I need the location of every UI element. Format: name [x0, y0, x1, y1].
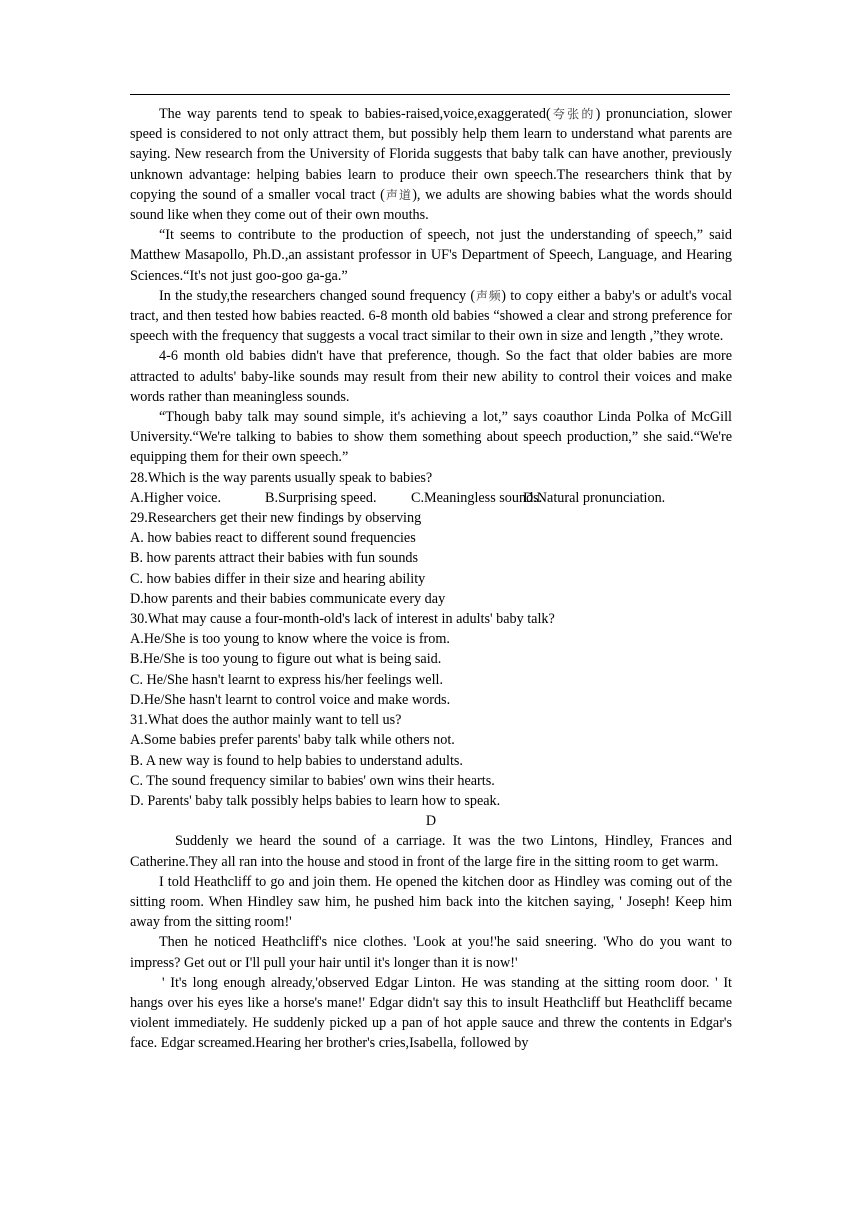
chinese-gloss: 声频	[475, 288, 502, 303]
question-29-option-a: A. how babies react to different sound frequencies	[130, 530, 416, 547]
question-31-option-a: A.Some babies prefer parents' baby talk while others not.	[130, 732, 455, 749]
text-span: ) pronunciation, slower speed is considered to not only attract them, but possibly help them learn to understand what parents are saying. New research from the University of Florida suggests that baby talk can have another, previously unknown advantage: helping babies learn to produce their own speech.The researchers think that by copying the sound of a smaller vocal tract (	[130, 106, 732, 203]
question-30-option-b: B.He/She is too young to figure out what is being said.	[130, 651, 442, 668]
question-29-stem: 29.Researchers get their new findings by observing	[130, 510, 422, 527]
header-rule	[130, 94, 730, 95]
question-28-option-c: C.Meaningless sounds.	[411, 489, 543, 506]
passage-c-paragraph-3	[130, 286, 732, 347]
text-span: ), we adults are showing babies what the words should sound like when they come out of their own mouths.	[130, 186, 732, 224]
passage-d-paragraph-1: Suddenly we heard the sound of a carriage. It was the two Lintons, Hindley, Frances and Catherine.They all ran into the house and stood in front of the large fire in the sitting room to get warm.	[130, 833, 732, 870]
question-28-option-b: B.Surprising speed.	[265, 489, 377, 506]
question-29-option-d: D.how parents and their babies communicate every day	[130, 590, 446, 607]
question-28-stem: 28.Which is the way parents usually speak to babies?	[130, 469, 433, 486]
passage-c-paragraph-5: “Though baby talk may sound simple, it's achieving a lot,” says coauthor Linda Polka of McGill University.“We're talking to babies to show them something about speech production,” she said.“We're equipping them for their own speech.”	[130, 409, 732, 466]
passage-d-paragraph-2: I told Heathcliff to go and join them. He opened the kitchen door as Hindley was coming out of the sitting room. When Hindley saw him, he pushed him back into the kitchen saying, ' Joseph! Keep him away from the sitting room!'	[130, 873, 732, 931]
passage-d-paragraph-4: ' It's long enough already,'observed Edgar Linton. He was standing at the sitting room door. ' It hangs over his eyes like a horse's mane!' Edgar didn't say this to insult Heathcliff but Heathcliff became violent immediately. He suddenly picked up a pan of hot apple sauce and threw the contents in Edgar's face. Edgar screamed.Hearing her brother's cries,Isabella, followed by	[130, 974, 732, 1052]
chinese-gloss: 夸张的	[550, 107, 596, 121]
question-28-option-a: A.Higher voice.	[130, 489, 222, 506]
question-29-option-c: C. how babies differ in their size and hearing ability	[130, 570, 426, 587]
text-span: In the study,the researchers changed sound frequency (	[159, 287, 476, 304]
text-span: The way parents tend to speak to babies-raised,voice,exaggerated(	[159, 106, 551, 122]
passage-c-paragraph-1	[130, 104, 732, 225]
passage-c-paragraph-4: 4-6 month old babies didn't have that preference, though. So the fact that older babies are more attracted to adults' baby-like sounds may result from their new ability to control their voices and make words rather than meaningless sounds.	[130, 348, 732, 405]
question-30-option-c: C. He/She hasn't learnt to express his/her feelings well.	[130, 671, 444, 688]
passage-d-paragraph-3: Then he noticed Heathcliff's nice clothes. 'Look at you!'he said sneering. 'Who do you want to impress? Get out or I'll pull your hair until it's longer than it is now!'	[130, 934, 732, 971]
question-30-stem: 30.What may cause a four-month-old's lack of interest in adults' baby talk?	[130, 611, 555, 628]
section-heading-d: D	[425, 813, 437, 830]
question-29-option-b: B. how parents attract their babies with fun sounds	[130, 550, 419, 567]
question-30-option-d: D.He/She hasn't learnt to control voice and make words.	[130, 691, 451, 708]
question-30-option-a: A.He/She is too young to know where the voice is from.	[130, 631, 450, 648]
question-31-option-c: C. The sound frequency similar to babies' own wins their hearts.	[130, 772, 495, 789]
question-28-option-d: D.Natural pronunciation.	[523, 489, 666, 506]
question-31-option-d: D. Parents' baby talk possibly helps babies to learn how to speak.	[130, 792, 501, 809]
chinese-gloss: 声道	[384, 187, 413, 202]
document-body	[130, 104, 732, 1054]
question-31-stem: 31.What does the author mainly want to tell us?	[130, 712, 402, 729]
question-31-option-b: B. A new way is found to help babies to understand adults.	[130, 752, 463, 769]
question-28-options	[130, 488, 732, 508]
passage-c-paragraph-2: “It seems to contribute to the production of speech, not just the understanding of speech,” said Matthew Masapollo, Ph.D.,an assistant professor in UF's Department of Speech, Language, and Hearing Sciences.“It's not just goo-goo ga-ga.”	[130, 227, 732, 284]
text-span: ) to copy either a baby's or adult's vocal tract, and then tested how babies reacted. 6-8 month old babies “showed a clear and strong preference for speech with the frequency that suggests a vocal tract similar to their own in size and length ,”they wrote.	[130, 287, 733, 345]
